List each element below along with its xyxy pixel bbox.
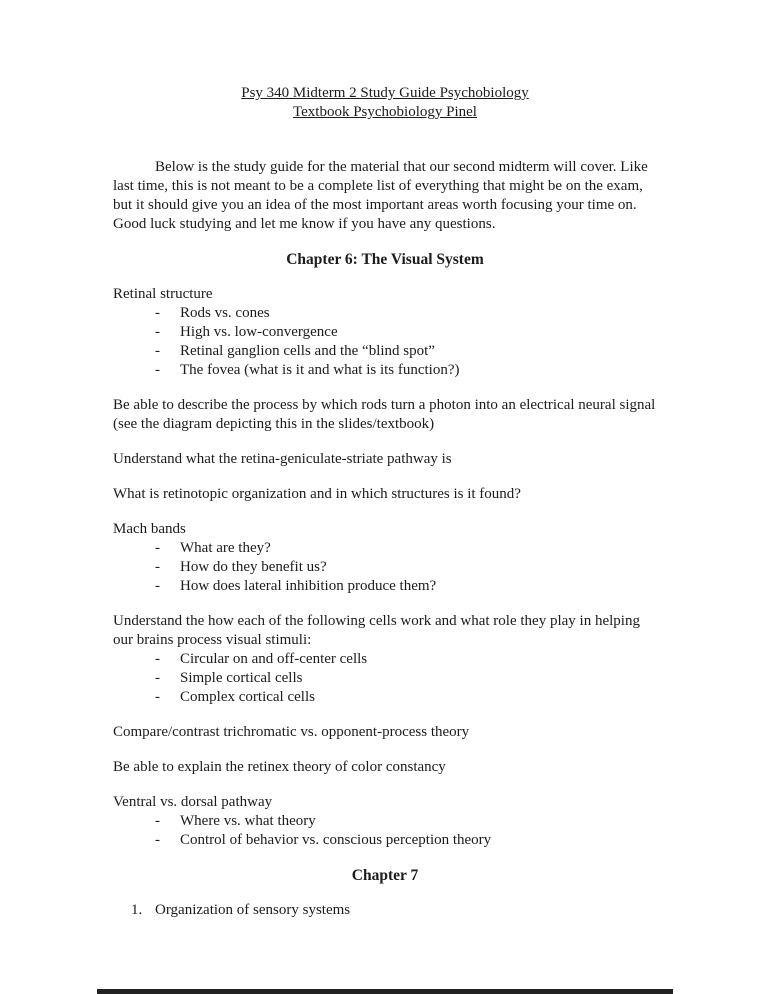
bullet-text: Complex cortical cells [180,689,315,705]
bullet-item [113,361,657,380]
bullet-text: Retinal ganglion cells and the “blind spot” [180,343,435,359]
bullet-item [113,558,657,577]
title-line-2: Textbook Psychobiology Pinel [293,104,477,120]
paragraph: Understand the how each of the following cells work and what role they play in helping our brains process visual stimuli: [113,613,640,648]
paragraph: Compare/contrast trichromatic vs. opponent-process theory [113,724,470,740]
bullet-text: High vs. low-convergence [180,324,338,340]
page-bottom-edge [97,989,673,994]
bullet-item [113,650,657,669]
document-body [113,158,657,920]
paragraph: Mach bands [113,521,186,537]
bullet-marker: - [155,305,160,321]
bullet-marker: - [155,689,160,705]
bullet-marker: - [155,578,160,594]
bullet-marker: - [155,540,160,556]
section-heading: Chapter 6: The Visual System [286,251,484,268]
bullet-text: Control of behavior vs. conscious perception theory [180,832,492,848]
bullet-item [113,304,657,323]
title-line-1: Psy 340 Midterm 2 Study Guide Psychobiology [241,85,529,101]
bullet-marker: - [155,813,160,829]
number-marker: 1. [131,902,143,918]
bullet-item [113,539,657,558]
bullet-marker: - [155,362,160,378]
bullet-marker: - [155,343,160,359]
bullet-marker: - [155,324,160,340]
bullet-list [113,650,657,707]
bullet-text: Circular on and off-center cells [180,651,368,667]
paragraph: Retinal structure [113,286,213,302]
bullet-list [113,539,657,596]
bullet-list [113,812,657,850]
bullet-item [113,342,657,361]
bullet-item [113,323,657,342]
bullet-marker: - [155,670,160,686]
paragraph: What is retinotopic organization and in which structures is it found? [113,486,521,502]
bullet-list [113,304,657,380]
bullet-item [113,812,657,831]
bullet-item [113,669,657,688]
paragraph: Be able to describe the process by which rods turn a photon into an electrical neural signal (see the diagram depicting this in the slides/textbook) [113,397,656,432]
bullet-text: What are they? [180,540,271,556]
bullet-text: The fovea (what is it and what is its function?) [180,362,460,378]
paragraph: Understand what the retina-geniculate-striate pathway is [113,451,452,467]
bullet-marker: - [155,559,160,575]
paragraph: Ventral vs. dorsal pathway [113,794,273,810]
document-title [113,84,657,122]
section-heading: Chapter 7 [351,867,419,884]
numbered-list-item [113,901,657,920]
paragraph: Be able to explain the retinex theory of color constancy [113,759,446,775]
bullet-text: Where vs. what theory [180,813,316,829]
bullet-item [113,831,657,850]
bullet-text: Simple cortical cells [180,670,303,686]
numbered-item-text: Organization of sensory systems [155,902,351,918]
bullet-marker: - [155,651,160,667]
bullet-text: How does lateral inhibition produce them? [180,578,437,594]
bullet-item [113,577,657,596]
bullet-item [113,688,657,707]
paragraph: Below is the study guide for the material that our second midterm will cover. Like last time, this is not meant to be a complete list of everything that might be on the exam, but it should give you an idea of the most important areas worth focusing your time on. Good luck studying and let me know if you have any questions. [113,159,648,232]
bullet-marker: - [155,832,160,848]
bullet-text: Rods vs. cones [180,305,270,321]
bullet-text: How do they benefit us? [180,559,327,575]
